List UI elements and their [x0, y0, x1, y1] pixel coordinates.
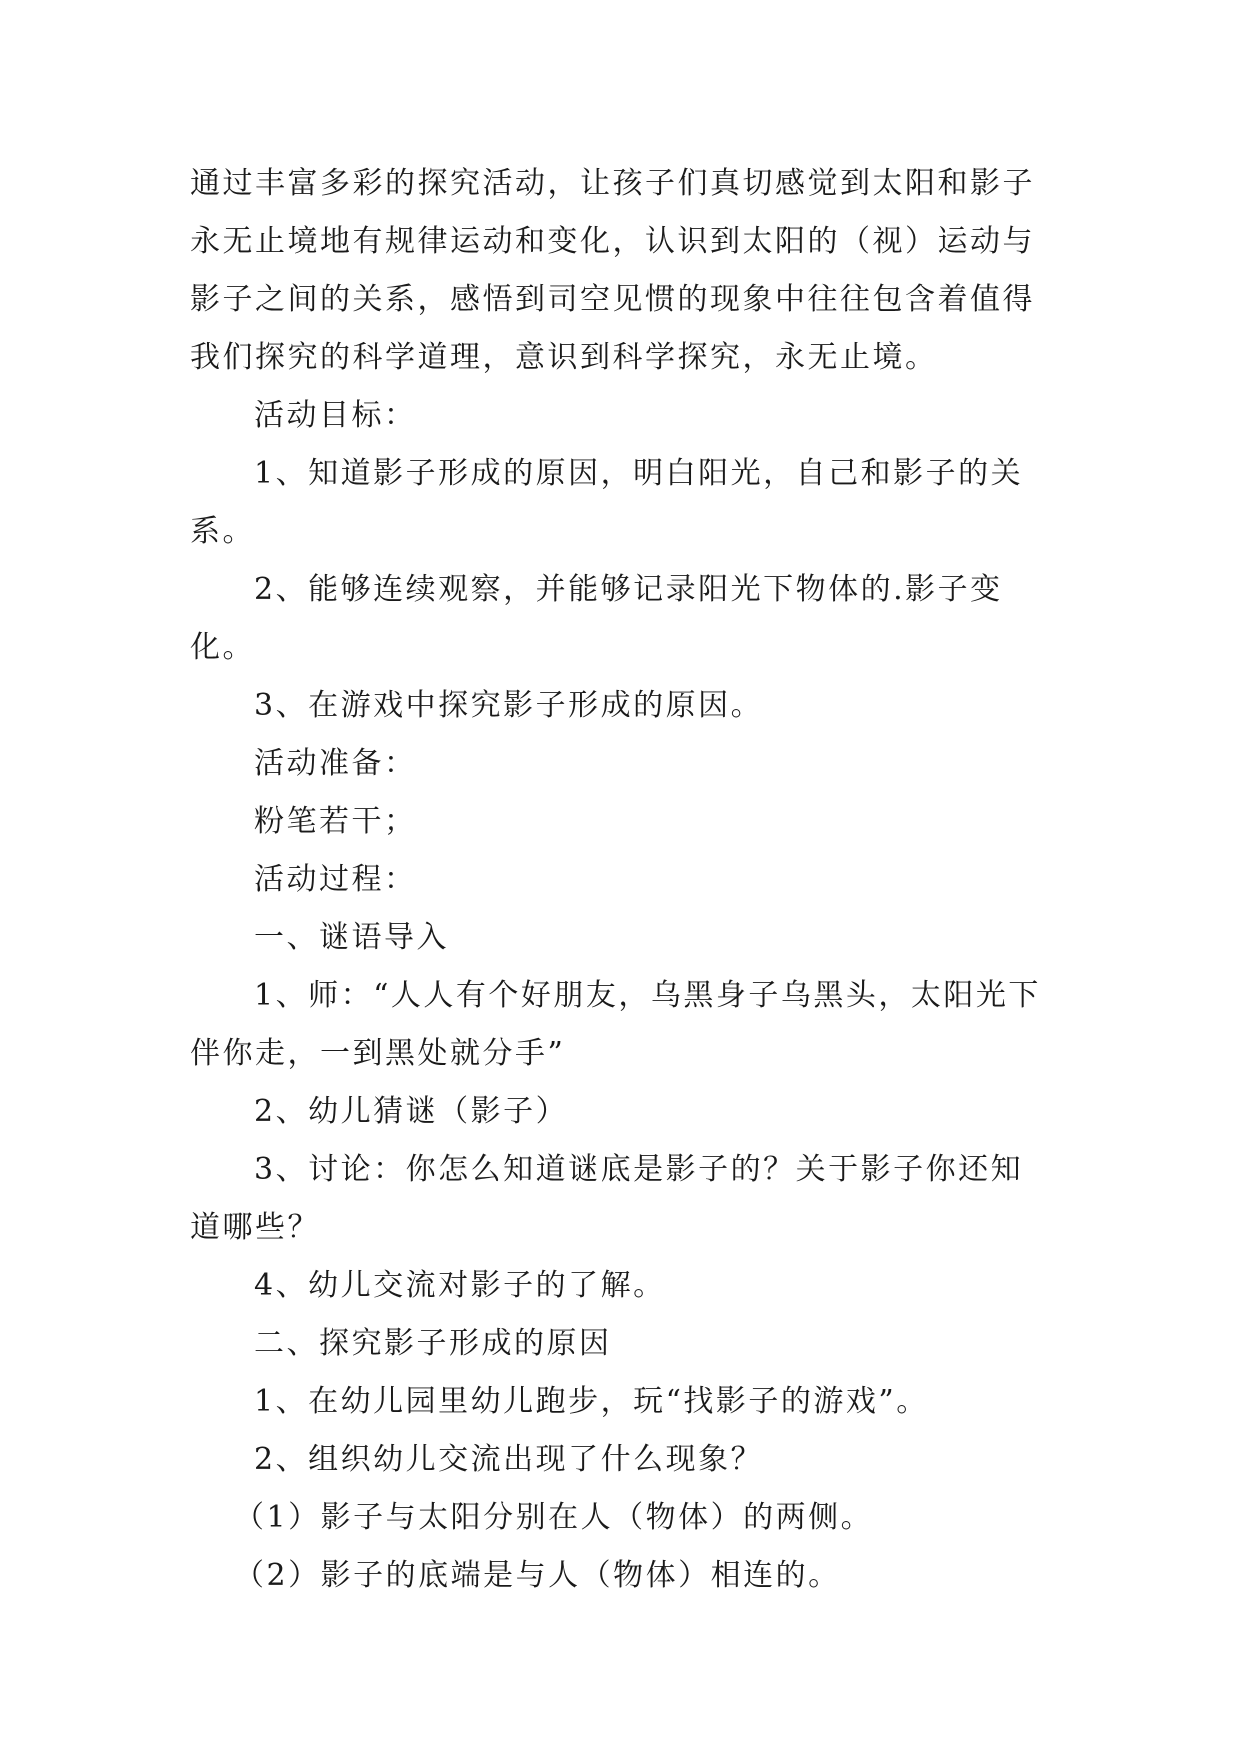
riddle-step-2: 2、幼儿猜谜（影子）: [254, 1094, 569, 1129]
goal-item-2: 2、能够连续观察，并能够记录阳光下物体的.影子变化。: [190, 572, 1003, 665]
heading-activity-preparation: 活动准备：: [254, 746, 417, 781]
document-body: [190, 155, 1050, 1605]
paragraph-intro: 通过丰富多彩的探究活动，让孩子们真切感觉到太阳和影子永无止境地有规律运动和变化，认识到太阳的（视）运动与影子之间的关系，感悟到司空见惯的现象中往往包含着值得我们探究的科学道理，意识到科学探究，永无止境。: [190, 166, 1035, 375]
preparation-item: 粉笔若干；: [254, 804, 417, 839]
explore-subitem-2: （2）影子的底端是与人（物体）相连的。: [234, 1558, 841, 1593]
goal-item-3: 3、在游戏中探究影子形成的原因。: [254, 688, 764, 723]
goal-item-1: 1、知道影子形成的原因，明白阳光，自己和影子的关系。: [190, 456, 1024, 549]
riddle-step-4: 4、幼儿交流对影子的了解。: [254, 1268, 666, 1303]
heading-activity-goals: 活动目标：: [254, 398, 417, 433]
heading-activity-process: 活动过程：: [254, 862, 417, 897]
riddle-step-3: 3、讨论：你怎么知道谜底是影子的？关于影子你还知道哪些？: [190, 1152, 1024, 1245]
section-heading-riddle: 一、谜语导入: [254, 920, 449, 955]
explore-step-2: 2、组织幼儿交流出现了什么现象？: [254, 1442, 764, 1477]
explore-subitem-1: （1）影子与太阳分别在人（物体）的两侧。: [234, 1500, 874, 1535]
explore-step-1: 1、在幼儿园里幼儿跑步，玩“找影子的游戏”。: [254, 1384, 929, 1419]
section-heading-explore: 二、探究影子形成的原因: [254, 1326, 612, 1361]
riddle-step-1: 1、师：“人人有个好朋友，乌黑身子乌黑头，太阳光下伴你走，一到黑处就分手”: [190, 978, 1041, 1071]
